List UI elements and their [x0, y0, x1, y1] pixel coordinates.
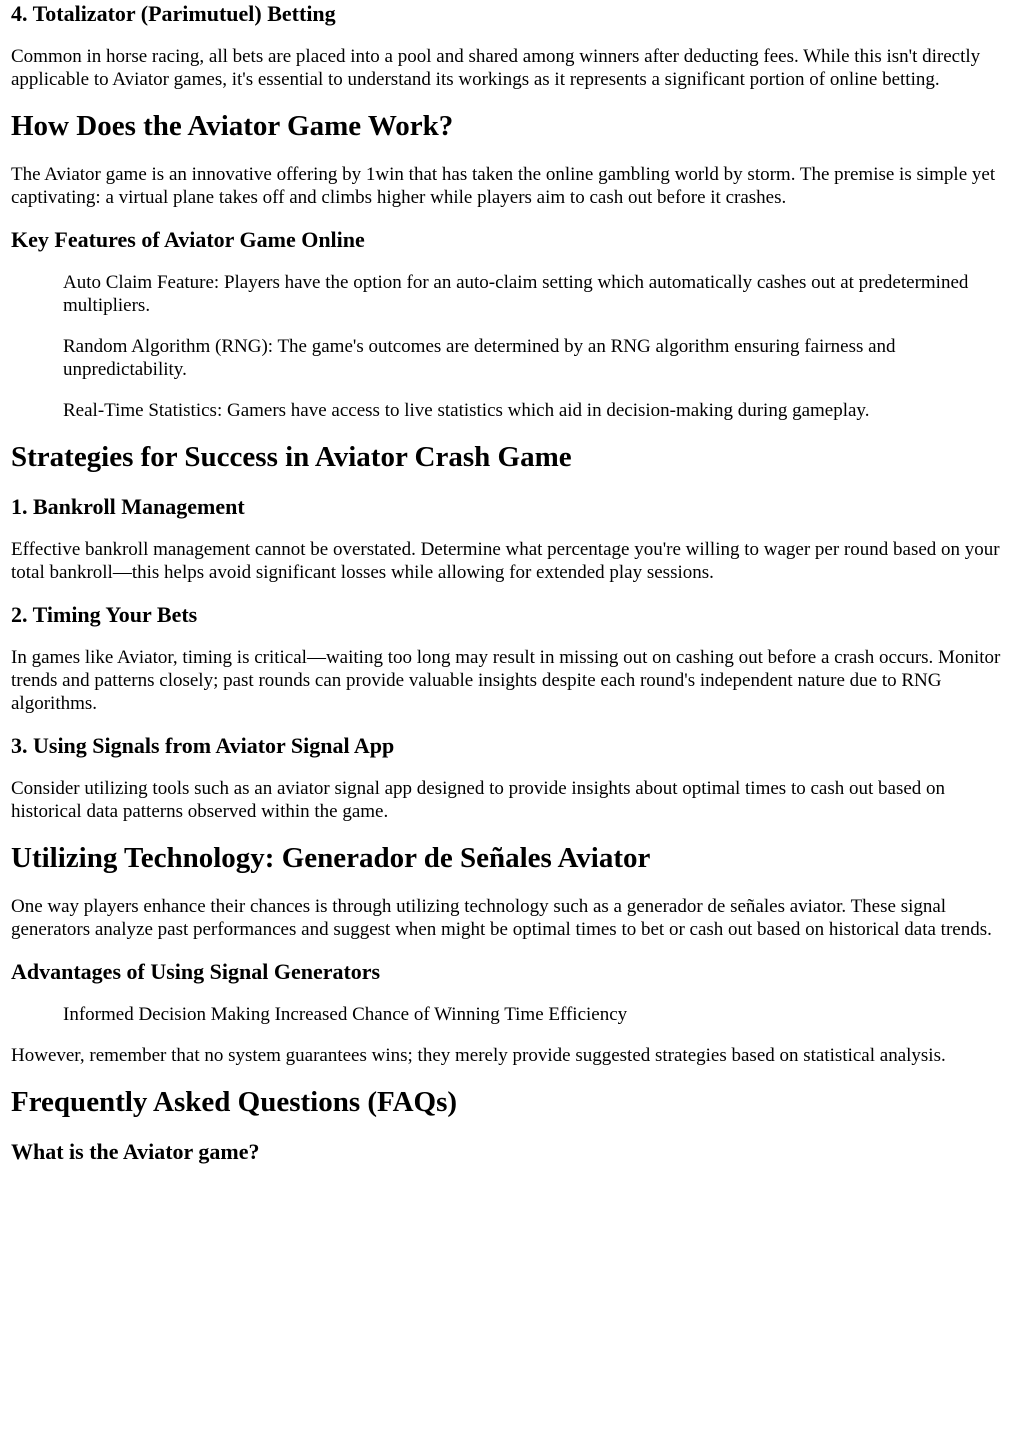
- key-feature-item: Auto Claim Feature: Players have the option for an auto-claim setting which automatically cashes out at predetermined multipliers.: [63, 272, 969, 316]
- how-it-works-paragraph: The Aviator game is an innovative offering by 1win that has taken the online gambling world by storm. The premise is simple yet captivating: a virtual plane takes off and climbs higher while players aim to cash out before it crashes.: [11, 164, 996, 208]
- faq-heading: Frequently Asked Questions (FAQs): [11, 1086, 458, 1118]
- technology-paragraph: One way players enhance their chances is through utilizing technology such as a generador de señales aviator. These signal generators analyze past performances and suggest when might be optimal times to bet or cash out based on historical data trends.: [11, 896, 992, 940]
- timing-heading: 2. Timing Your Bets: [11, 602, 198, 627]
- advantages-note: However, remember that no system guarantees wins; they merely provide suggested strategies based on statistical analysis.: [11, 1045, 946, 1066]
- bankroll-paragraph: Effective bankroll management cannot be overstated. Determine what percentage you're willing to wager per round based on your total bankroll—this helps avoid significant losses while allowing for extended play sessions.: [11, 539, 1000, 583]
- bankroll-heading: 1. Bankroll Management: [11, 494, 245, 519]
- key-feature-item: Real-Time Statistics: Gamers have access to live statistics which aid in decision-making during gameplay.: [63, 400, 870, 421]
- totalizator-paragraph: Common in horse racing, all bets are placed into a pool and shared among winners after deducting fees. While this isn't directly applicable to Aviator games, it's essential to understand its workings as it represents a significant portion of online betting.: [11, 46, 981, 90]
- how-it-works-heading: How Does the Aviator Game Work?: [11, 110, 454, 142]
- signals-paragraph: Consider utilizing tools such as an aviator signal app designed to provide insights about optimal times to cash out based on historical data patterns observed within the game.: [11, 778, 946, 822]
- totalizator-heading: 4. Totalizator (Parimutuel) Betting: [11, 1, 336, 26]
- advantages-heading: Advantages of Using Signal Generators: [11, 959, 381, 984]
- strategies-heading: Strategies for Success in Aviator Crash Game: [11, 441, 572, 473]
- faq-question: What is the Aviator game?: [11, 1139, 260, 1164]
- key-features-list: [11, 271, 1013, 422]
- advantages-list: Informed Decision Making Increased Chance of Winning Time Efficiency: [63, 1004, 628, 1025]
- signals-heading: 3. Using Signals from Aviator Signal App: [11, 733, 395, 758]
- timing-paragraph: In games like Aviator, timing is critical—waiting too long may result in missing out on cashing out before a crash occurs. Monitor trends and patterns closely; past rounds can provide valuable insights despite each round's independent nature due to RNG algorithms.: [11, 647, 1001, 714]
- key-features-heading: Key Features of Aviator Game Online: [11, 227, 365, 252]
- key-feature-item: Random Algorithm (RNG): The game's outcomes are determined by an RNG algorithm ensuring fairness and unpredictability.: [63, 336, 896, 380]
- technology-heading: Utilizing Technology: Generador de Señales Aviator: [11, 842, 651, 874]
